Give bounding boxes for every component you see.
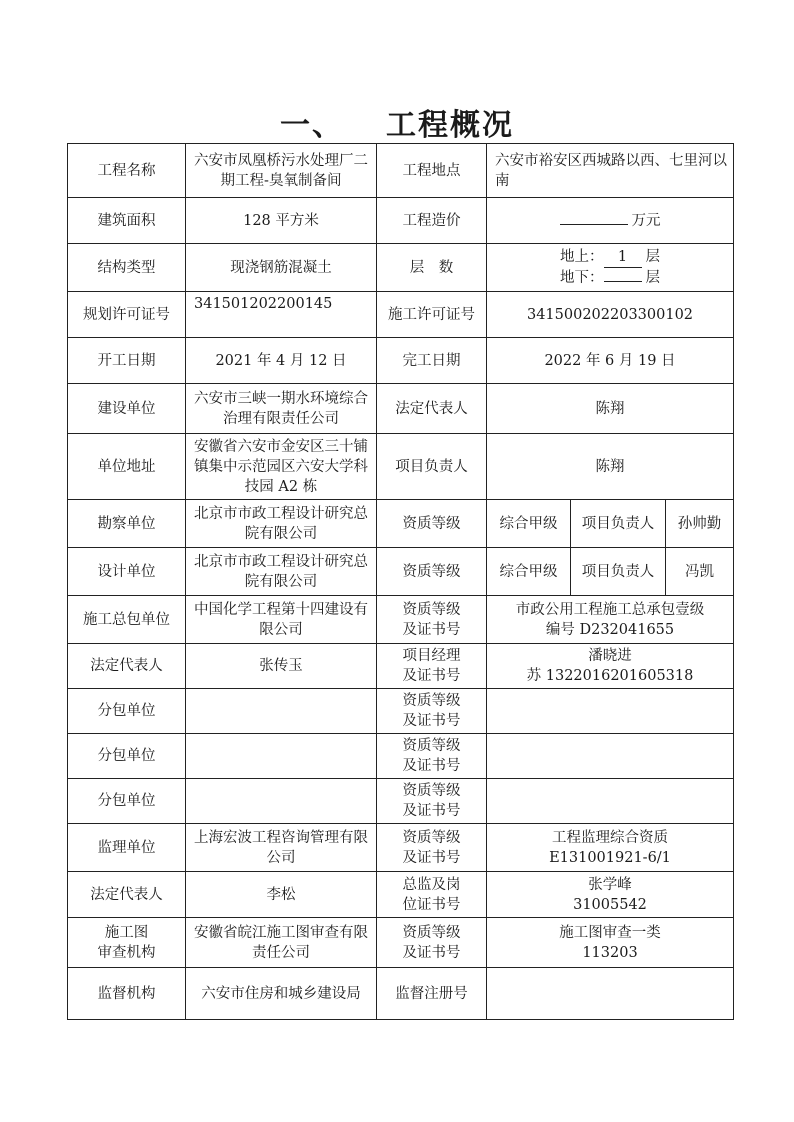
cell-value: 六安市三峡一期水环境综合治理有限责任公司	[186, 384, 377, 434]
cell-value: 安徽省六安市金安区三十铺镇集中示范园区六安大学科技园 A2 栋	[186, 434, 377, 500]
cell-label: 监督注册号	[377, 968, 487, 1020]
cell-label: 资质等级 及证书号	[377, 918, 487, 968]
table-row	[68, 872, 734, 918]
table-row	[68, 384, 734, 434]
table-row	[68, 824, 734, 872]
cell-label: 开工日期	[68, 338, 186, 384]
cell-label: 勘察单位	[68, 500, 186, 548]
cell-value: 综合甲级	[487, 500, 571, 548]
cell-value: 安徽省皖江施工图审查有限责任公司	[186, 918, 377, 968]
cell-label: 分包单位	[68, 689, 186, 734]
table-row	[68, 644, 734, 689]
cell-value: 现浇钢筋混凝土	[186, 244, 377, 292]
cell-value	[186, 779, 377, 824]
cell-value: 张传玉	[186, 644, 377, 689]
cell-label: 资质等级 及证书号	[377, 824, 487, 872]
cell-value: 陈翔	[487, 384, 734, 434]
cell-label: 施工图 审查机构	[68, 918, 186, 968]
cell-value: 341500202203300102	[487, 292, 734, 338]
cell-value: 孙帅勤	[666, 500, 734, 548]
cell-label: 资质等级 及证书号	[377, 596, 487, 644]
cell-value: 工程监理综合资质 E131001921-6/1	[487, 824, 734, 872]
cell-label: 施工许可证号	[377, 292, 487, 338]
cell-value	[487, 198, 734, 244]
table-row	[68, 244, 734, 292]
table-row	[68, 434, 734, 500]
cell-label: 监理单位	[68, 824, 186, 872]
cell-label: 单位地址	[68, 434, 186, 500]
cell-value	[186, 689, 377, 734]
table-row	[68, 968, 734, 1020]
cell-label: 项目负责人	[571, 548, 666, 596]
cell-label: 项目经理 及证书号	[377, 644, 487, 689]
table-row	[68, 689, 734, 734]
table-row	[68, 500, 734, 548]
cell-label: 法定代表人	[68, 644, 186, 689]
project-overview-table	[67, 143, 734, 1020]
cell-value: 陈翔	[487, 434, 734, 500]
table-row	[68, 779, 734, 824]
cell-value: 上海宏波工程咨询管理有限公司	[186, 824, 377, 872]
page-title	[0, 100, 794, 144]
table-row	[68, 292, 734, 338]
cell-label: 建设单位	[68, 384, 186, 434]
cell-value	[487, 968, 734, 1020]
cell-label: 工程地点	[377, 144, 487, 198]
cell-label: 项目负责人	[571, 500, 666, 548]
cell-value: 2022 年 6 月 19 日	[487, 338, 734, 384]
cell-value: 冯凯	[666, 548, 734, 596]
below-ground: 地下： 层	[560, 270, 660, 286]
cell-value: 北京市市政工程设计研究总院有限公司	[186, 500, 377, 548]
cell-value: 潘晓进 苏 1322016201605318	[487, 644, 734, 689]
cell-value	[487, 244, 734, 292]
cell-label: 结构类型	[68, 244, 186, 292]
cell-label: 法定代表人	[377, 384, 487, 434]
cell-label: 规划许可证号	[68, 292, 186, 338]
cell-label: 法定代表人	[68, 872, 186, 918]
cost-unit: 万元	[631, 212, 661, 229]
cell-value: 北京市市政工程设计研究总院有限公司	[186, 548, 377, 596]
cell-label: 建筑面积	[68, 198, 186, 244]
cell-label: 完工日期	[377, 338, 487, 384]
table-row	[68, 144, 734, 198]
cell-value: 施工图审查一类 113203	[487, 918, 734, 968]
cell-label: 项目负责人	[377, 434, 487, 500]
table-row	[68, 918, 734, 968]
cell-label: 施工总包单位	[68, 596, 186, 644]
cell-label: 分包单位	[68, 734, 186, 779]
cell-label: 监督机构	[68, 968, 186, 1020]
above-ground: 地上： 1 层	[491, 247, 729, 268]
cell-value	[186, 734, 377, 779]
cell-label: 资质等级	[377, 500, 487, 548]
table-row	[68, 548, 734, 596]
table-row	[68, 596, 734, 644]
cell-value: 张学峰 31005542	[487, 872, 734, 918]
cell-value: 市政公用工程施工总承包壹级 编号 D232041655	[487, 596, 734, 644]
cell-value: 341501202200145	[186, 292, 377, 338]
cell-value	[487, 779, 734, 824]
cell-label: 资质等级	[377, 548, 487, 596]
cell-label: 资质等级 及证书号	[377, 689, 487, 734]
section-number: 一、	[280, 108, 344, 143]
cell-value: 128 平方米	[186, 198, 377, 244]
cell-value: 2021 年 4 月 12 日	[186, 338, 377, 384]
cell-value: 六安市凤凰桥污水处理厂二期工程-臭氧制备间	[186, 144, 377, 198]
cell-label: 资质等级 及证书号	[377, 734, 487, 779]
cell-label: 工程造价	[377, 198, 487, 244]
cell-label: 层 数	[377, 244, 487, 292]
cell-value: 综合甲级	[487, 548, 571, 596]
cell-value: 六安市住房和城乡建设局	[186, 968, 377, 1020]
cell-value: 六安市裕安区西城路以西、七里河以南	[487, 144, 734, 198]
section-title: 工程概况	[386, 108, 514, 143]
cost-blank	[560, 224, 628, 225]
cell-label: 资质等级 及证书号	[377, 779, 487, 824]
table-row	[68, 338, 734, 384]
cell-label: 设计单位	[68, 548, 186, 596]
cell-label: 工程名称	[68, 144, 186, 198]
cell-value: 中国化学工程第十四建设有限公司	[186, 596, 377, 644]
table-row	[68, 198, 734, 244]
cell-value: 李松	[186, 872, 377, 918]
cell-value	[487, 734, 734, 779]
cell-label: 分包单位	[68, 779, 186, 824]
table-row	[68, 734, 734, 779]
cell-value	[487, 689, 734, 734]
cell-label: 总监及岗 位证书号	[377, 872, 487, 918]
